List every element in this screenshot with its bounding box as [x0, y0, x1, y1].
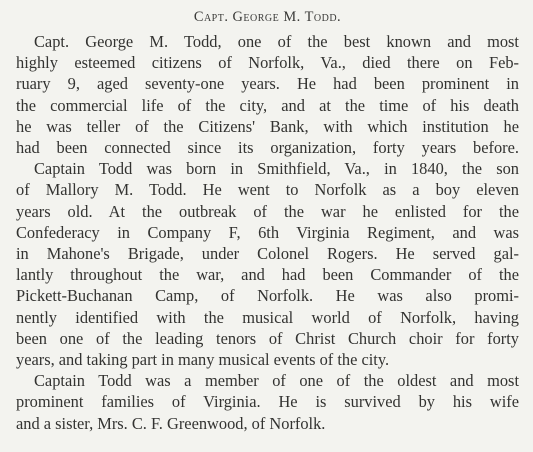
text-line: he was teller of the Citizens' Bank, with which institution he	[16, 116, 519, 136]
text-line: Confederacy in Company F, 6th Virginia Regiment, and was	[16, 222, 519, 242]
text-line: nently identified with the musical world of Norfolk, having	[16, 307, 519, 327]
text-line: Capt. George M. Todd, one of the best known and most	[34, 32, 519, 51]
paragraph-1	[16, 31, 519, 158]
paragraph-3	[16, 370, 519, 434]
text-line: Captain Todd was born in Smithfield, Va., in 1840, the son	[34, 159, 519, 179]
text-line: prominent families of Virginia. He is survived by his wife	[16, 392, 519, 412]
text-line: had been connected since its organization, forty years before.	[16, 138, 519, 158]
text-line: highly esteemed citizens of Norfolk, Va., died there on Feb-	[16, 53, 519, 73]
text-line: years old. At the outbreak of the war he enlisted for the	[16, 201, 519, 221]
text-line: lantly throughout the war, and had been Commander of the	[16, 265, 519, 285]
text-line: the commercial life of the city, and at the time of his death	[16, 95, 519, 115]
text-line: ruary 9, aged seventy-one years. He had been prominent in	[16, 74, 519, 94]
text-line: in Mahone's Brigade, under Colonel Rogers. He served gal-	[16, 244, 519, 264]
article-title: Capt. George M. Todd.	[193, 9, 342, 25]
text-line: of Mallory M. Todd. He went to Norfolk as a boy eleven	[16, 180, 519, 200]
text-line: Captain Todd was a member of one of the oldest and most	[34, 371, 519, 391]
text-line: and a sister, Mrs. C. F. Greenwood, of Norfolk.	[16, 413, 326, 433]
paragraph-2	[16, 158, 519, 370]
text-line: years, and taking part in many musical events of the city.	[16, 350, 390, 370]
text-line: been one of the leading tenors of Christ Church choir for forty	[16, 328, 519, 348]
text-line: Pickett-Buchanan Camp, of Norfolk. He was also promi-	[16, 286, 519, 306]
